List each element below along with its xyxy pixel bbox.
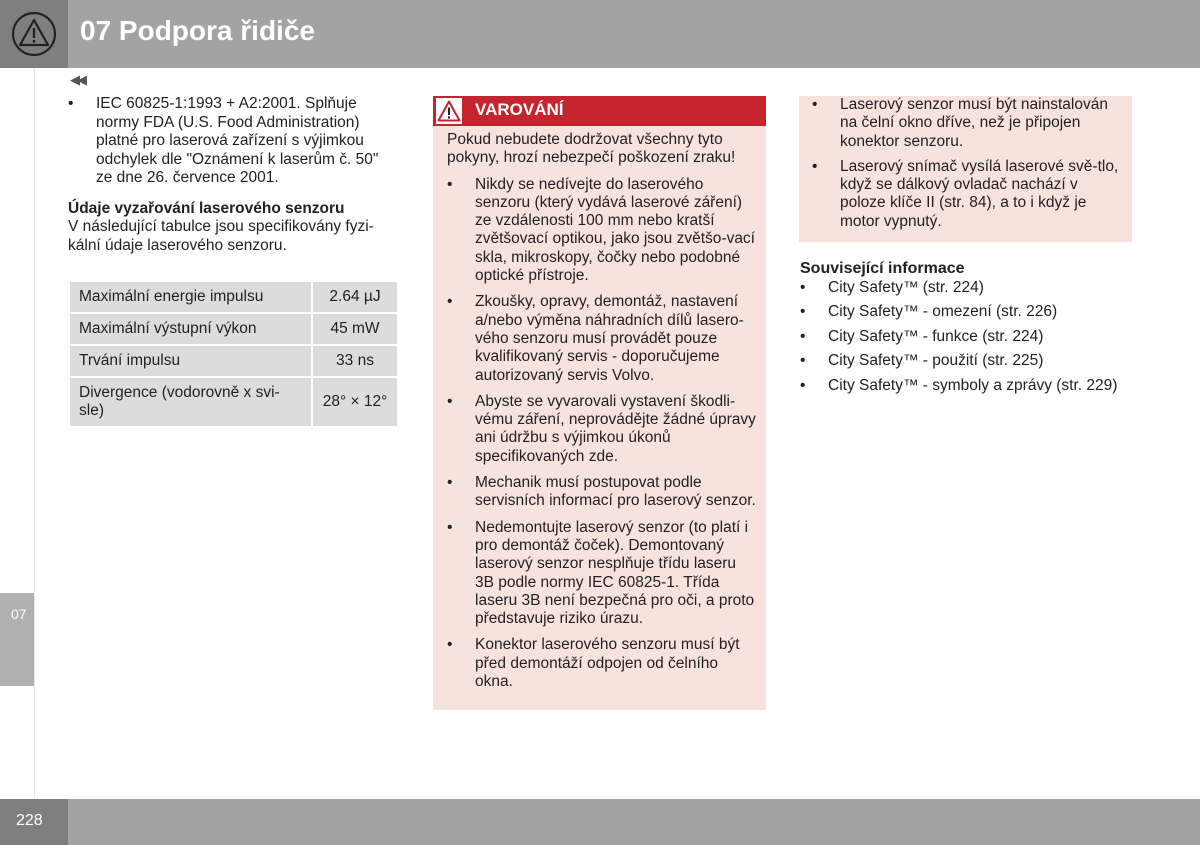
warning-item: • Nikdy se nedívejte do laserového senzoru (který vydává laserové záření) ze vzdálenosti 100 mm nebo kratší zvětšovací optikou, jako jsou zvětšo-vací skla, mikroskopy, čočky nebo podobné optické přístroje. [447,176,757,286]
warning-item: • Mechanik musí postupovat podle servisních informací pro laserový senzor. [447,474,757,511]
related-info [800,260,1120,401]
table-cell-value: 2.64 µJ [312,281,398,313]
related-link[interactable]: • City Safety™ - funkce (str. 224) [800,328,1120,347]
warning-icon-box [436,98,462,124]
chapter-side-tab-label: 07 [11,606,27,622]
section-intro: V následující tabulce jsou specifikovány fyzi-kální údaje laserového senzoru. [68,218,374,254]
table-row [69,281,398,313]
side-divider [34,68,35,798]
warning-intro: Pokud nebudete dodržovat všechny tyto pokyny, hrozí nebezpečí poškození zraku! [447,131,736,167]
section-heading: Údaje vyzařování laserového senzoru [68,199,345,217]
table-cell-value: 33 ns [312,345,398,377]
warning-item: • Nedemontujte laserový senzor (to platí i pro demontáž čoček). Demontovaný laserový senzor nesplňuje třídu laseru 3B podle normy IEC 60825-1. Třída laseru 3B není bezpečná pro oči, a proto představuje riziko úrazu. [447,519,757,629]
related-link[interactable]: • City Safety™ - použití (str. 225) [800,352,1120,371]
table-cell-label: Maximální výstupní výkon [69,313,312,345]
table-row [69,313,398,345]
table-cell-value: 28° × 12° [312,377,398,427]
page-number: 228 [16,812,43,829]
page-footer [0,799,1200,845]
table-cell-value: 45 mW [312,313,398,345]
header-icon-box [0,0,68,68]
warning-item: • Laserový senzor musí být nainstalován na čelní okno dříve, než je připojen konektor senzoru. [812,96,1122,151]
table-cell-label: Maximální energie impulsu [69,281,312,313]
related-link[interactable]: • City Safety™ - symboly a zprávy (str. 229) [800,377,1120,396]
column-left [68,95,398,255]
laser-spec-table [68,280,399,428]
table-row [69,345,398,377]
table-row [69,377,398,427]
warning-title: VAROVÁNÍ [475,100,564,119]
warning-item: • Konektor laserového senzoru musí být před demontáží odpojen od čelního okna. [447,636,757,691]
continued-back-icon[interactable]: ◀◀ [70,72,84,87]
warning-body [447,131,757,691]
table-cell-label: Trvání impulsu [69,345,312,377]
table-cell-label: Divergence (vodorovně x svi-sle) [69,377,312,427]
standard-bullet: • IEC 60825-1:1993 + A2:2001. Splňuje normy FDA (U.S. Food Administration) platné pro laserová zařízení s výjimkou odchylek dle "Oznámení k laserům č. 50" ze dne 26. července 2001. [68,95,398,188]
related-heading: Související informace [800,260,965,277]
page-number-box [0,799,68,845]
warning-item: • Zkoušky, opravy, demontáž, nastavení a/nebo výměna náhradních dílů lasero-vého senzoru musí provádět pouze kvalifikovaný servis - doporučujeme autorizovaný servis Volvo. [447,293,757,384]
related-link[interactable]: • City Safety™ - omezení (str. 226) [800,303,1120,322]
warning-item: • Laserový snímač vysílá laserové svě-tlo, když se dálkový ovladač nachází v poloze klíče II (str. 84), a to i když je motor vypnutý. [812,158,1122,231]
warning-triangle-icon [437,100,461,122]
warning-continuation [812,96,1122,238]
warning-item: • Abyste se vyvarovali vystavení škodli-vému záření, neprovádějte žádné úpravy ani údržbu s výjimkou úkonů specifikovaných zde. [447,393,757,466]
chapter-title: 07 Podpora řidiče [80,15,315,46]
warning-triangle-icon [11,11,57,57]
related-link[interactable]: • City Safety™ (str. 224) [800,279,1120,298]
